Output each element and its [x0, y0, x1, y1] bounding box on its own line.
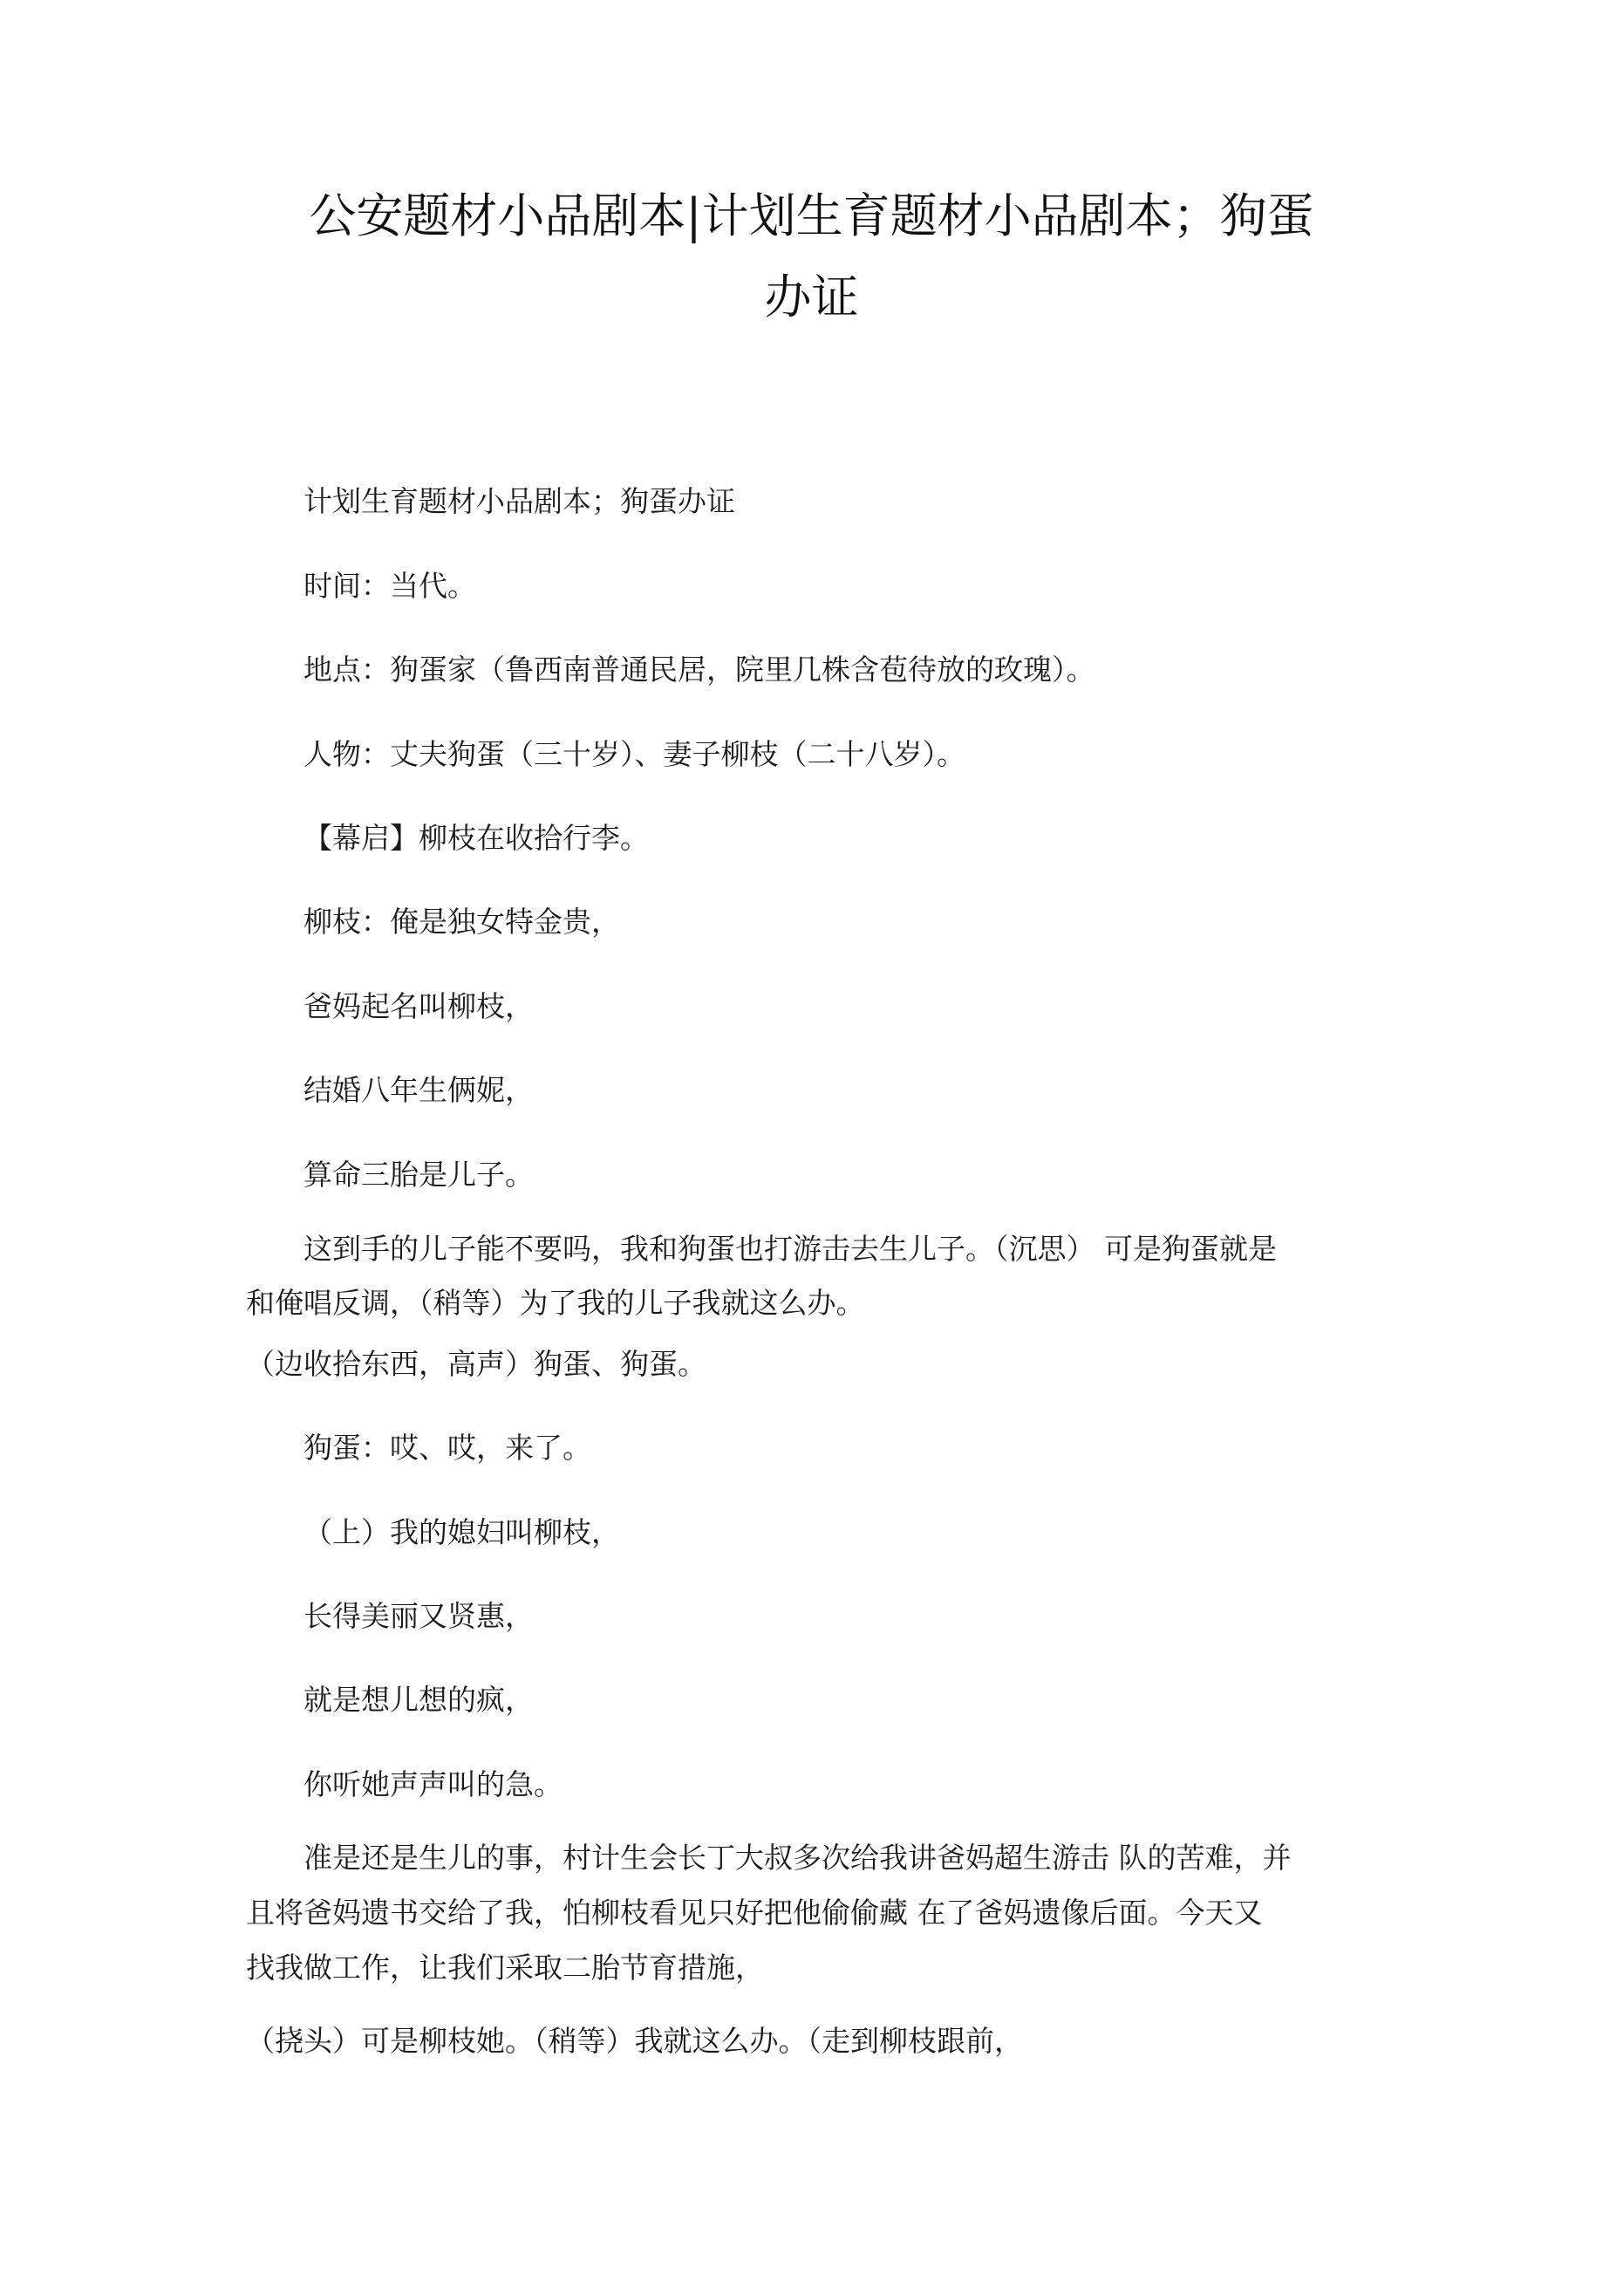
document-title-line-2: 办证 — [764, 270, 859, 325]
paragraph-liuzhi-speech-line-3: （边收拾东西，高声）狗蛋、狗蛋。 — [246, 1347, 706, 1381]
document-title-line-1: 公安题材小品剧本|计划生育题材小品剧本；狗蛋 — [309, 188, 1314, 243]
paragraph-goudan-reply: 狗蛋：哎、哎，来了。 — [303, 1431, 591, 1465]
paragraph-goudan-speech-line-1: 准是还是生儿的事，村计生会长丁大叔多次给我讲爸妈超生游击 队的苦难，并 — [303, 1841, 1292, 1875]
paragraph-goudan-verse-3: 就是想儿想的疯， — [303, 1683, 534, 1717]
paragraph-liuzhi-verse-3: 结婚八年生俩妮， — [303, 1073, 534, 1107]
paragraph-place: 地点：狗蛋家（鲁西南普通民居，院里几株含苞待放的玫瑰）。 — [303, 653, 1095, 687]
paragraph-time: 时间：当代。 — [303, 569, 476, 603]
paragraph-goudan-speech-line-3: 找我做工作，让我们采取二胎节育措施， — [246, 1951, 764, 1985]
paragraph-curtain: 【幕启】柳枝在收拾行李。 — [303, 821, 649, 855]
paragraph-goudan-verse-1: （上）我的媳妇叫柳枝， — [303, 1515, 620, 1549]
paragraph-liuzhi-speech-line-1: 这到手的儿子能不要吗，我和狗蛋也打游击去生儿子。（沉思） 可是狗蛋就是 — [303, 1232, 1277, 1266]
paragraph-goudan-verse-2: 长得美丽又贤惠， — [303, 1599, 534, 1633]
paragraph-subtitle: 计划生育题材小品剧本；狗蛋办证 — [303, 484, 735, 518]
paragraph-goudan-verse-4: 你听她声声叫的急。 — [303, 1767, 563, 1801]
paragraph-goudan-action: （挠头）可是柳枝她。（稍等）我就这么办。（走到柳枝跟前， — [246, 2024, 1023, 2058]
paragraph-characters: 人物：丈夫狗蛋（三十岁）、妻子柳枝（二十八岁）。 — [303, 737, 965, 771]
paragraph-liuzhi-speech-line-2: 和俺唱反调，（稍等）为了我的儿子我就这么办。 — [246, 1286, 865, 1320]
paragraph-liuzhi-verse-1: 柳枝：俺是独女特金贵， — [303, 905, 620, 939]
paragraph-liuzhi-verse-2: 爸妈起名叫柳枝， — [303, 989, 534, 1023]
paragraph-liuzhi-verse-4: 算命三胎是儿子。 — [303, 1158, 534, 1192]
paragraph-goudan-speech-line-2: 且将爸妈遗书交给了我，怕柳枝看见只好把他偷偷藏 在了爸妈遗像后面。今天又 — [246, 1896, 1263, 1930]
